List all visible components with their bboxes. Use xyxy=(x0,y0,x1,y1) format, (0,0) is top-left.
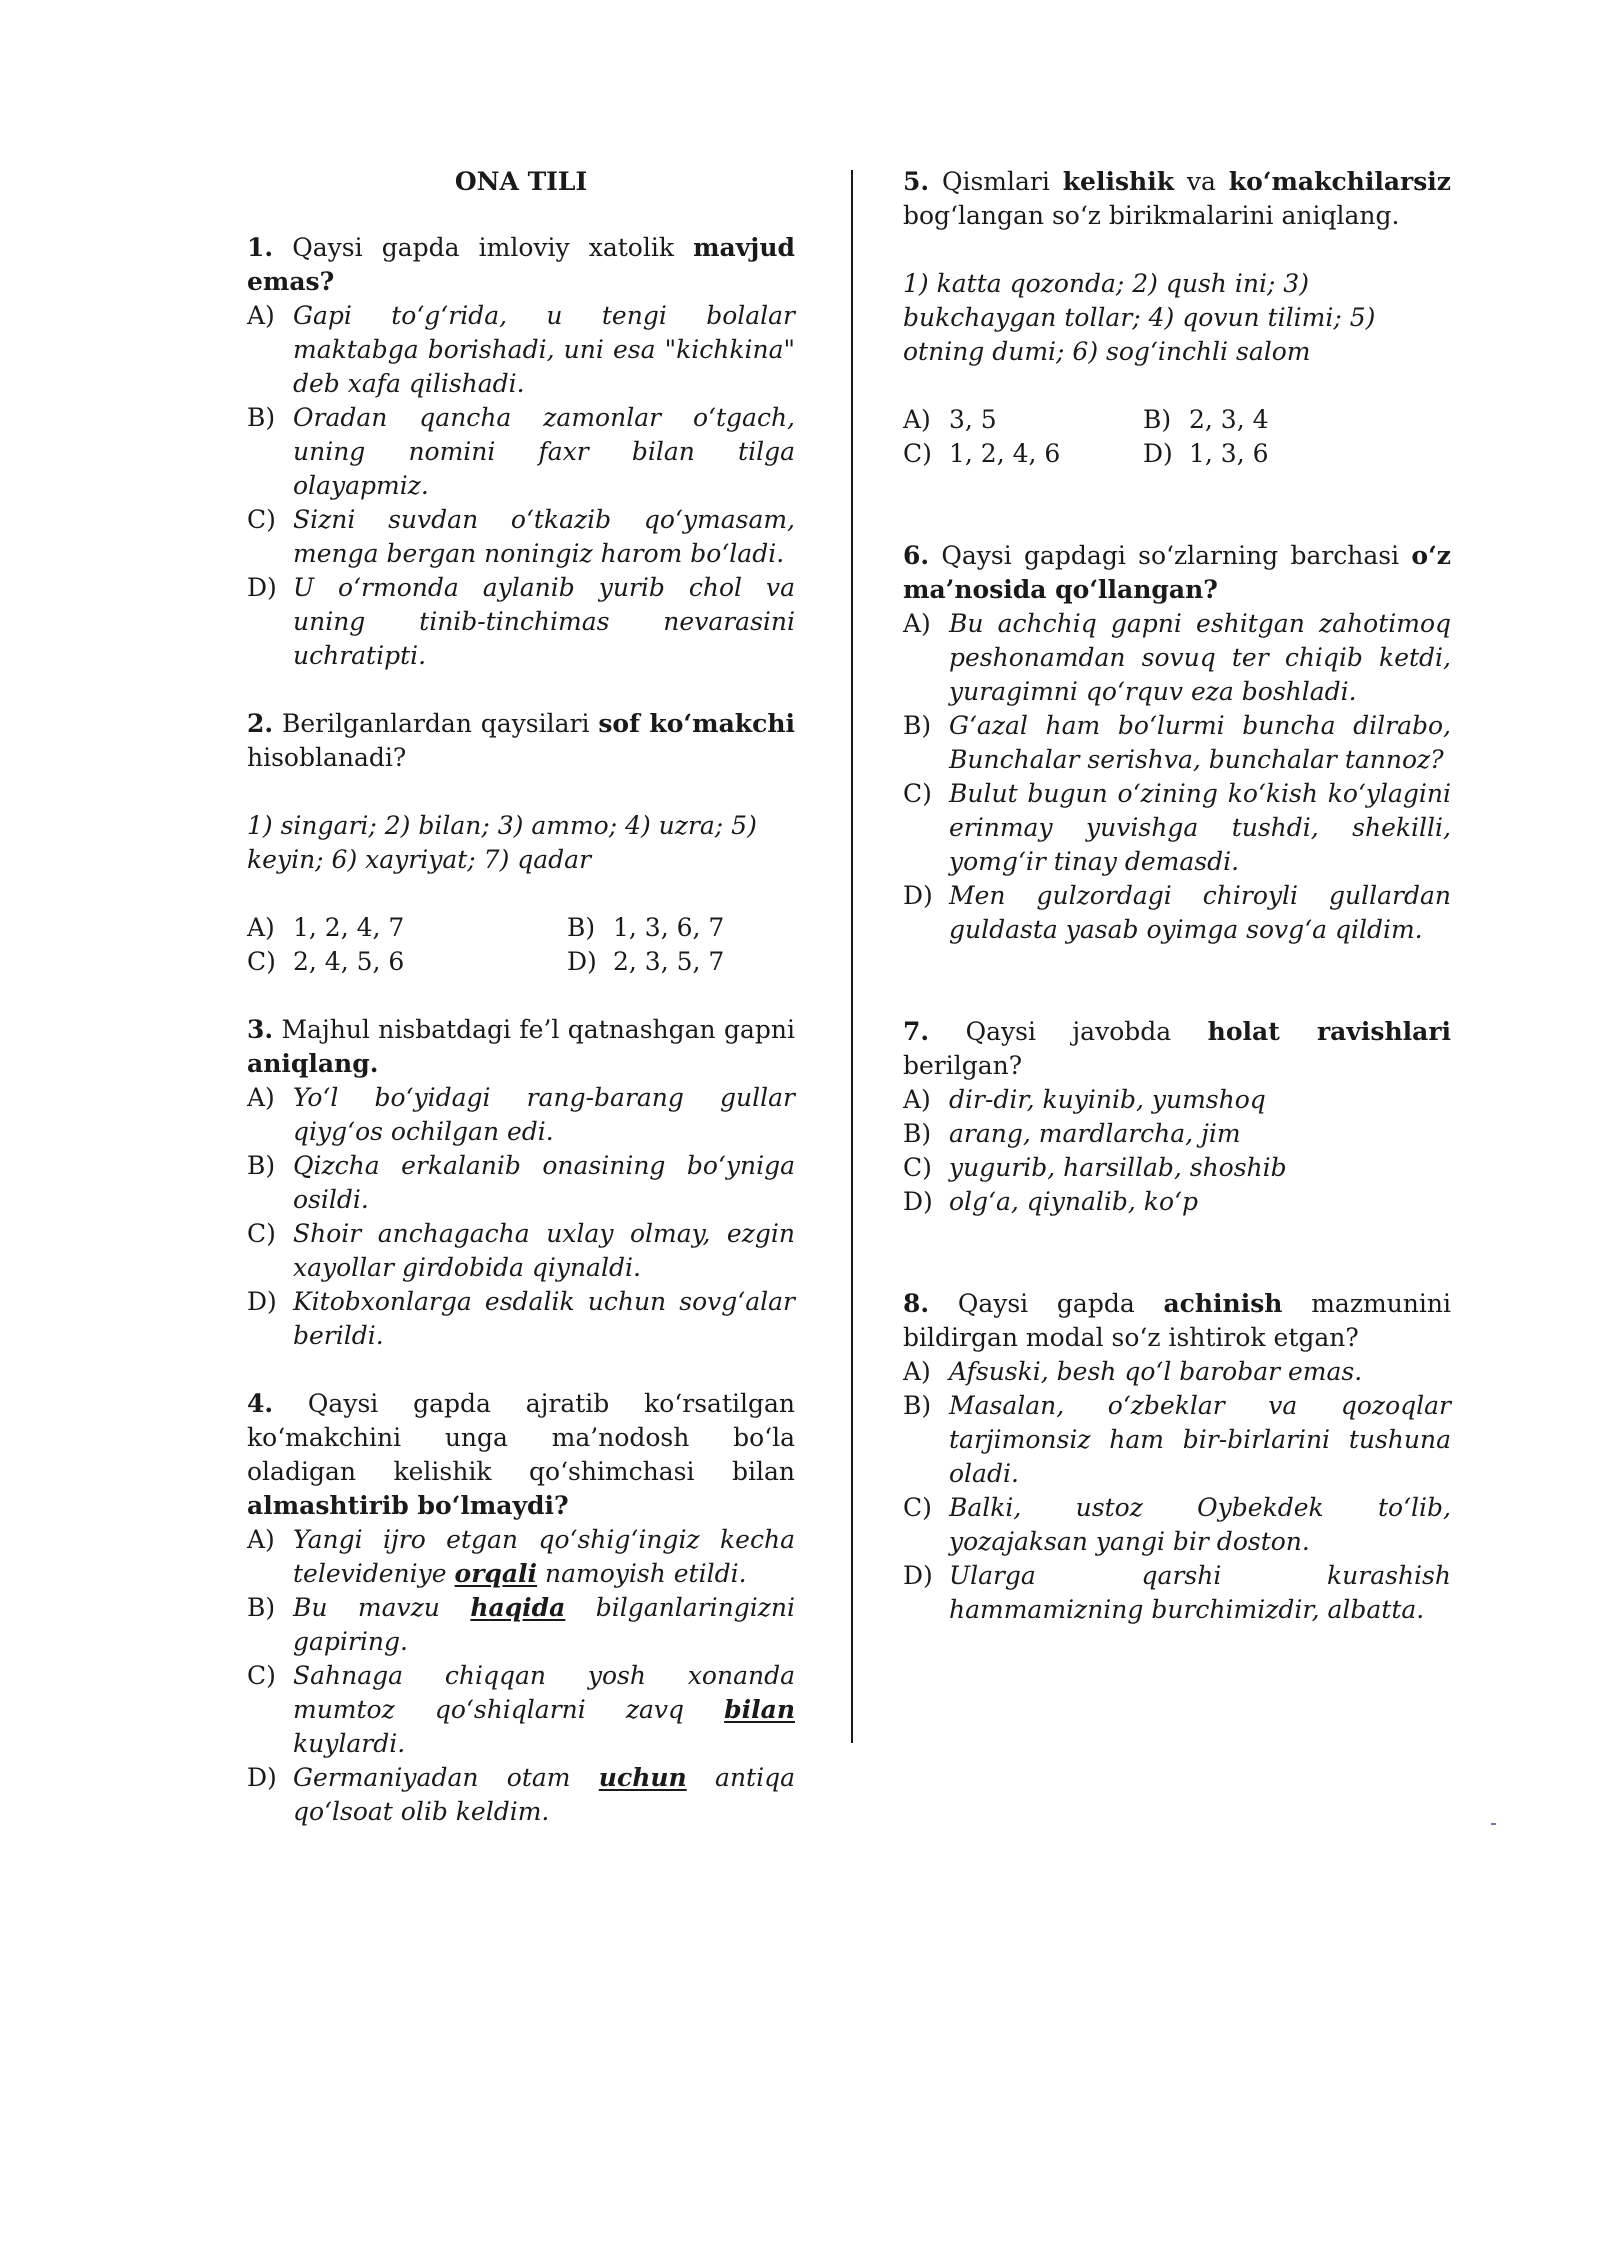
question-5-option-c[interactable]: C) 1, 2, 4, 6 xyxy=(903,439,1061,468)
question-5-option-d[interactable]: D) 1, 3, 6 xyxy=(1143,439,1269,468)
question-8 xyxy=(903,1287,1451,1627)
question-6-option-b[interactable]: B) G‘azal ham bo‘lurmi buncha dilrabo, Bunchalar serishva, bunchalar tannoz? xyxy=(903,711,1451,774)
question-7-option-c[interactable]: C) yugurib, harsillab, shoshib xyxy=(903,1153,1287,1182)
question-7-option-d[interactable]: D) olg‘a, qiynalib, ko‘p xyxy=(903,1187,1198,1216)
question-1-option-c[interactable]: C) Sizni suvdan o‘tkazib qo‘ymasam, menga bergan noningiz harom bo‘ladi. xyxy=(247,505,795,568)
question-6 xyxy=(903,539,1451,947)
question-4-option-d[interactable]: D) Germaniyadan otam uchun antiqa qo‘lsoat olib keldim. xyxy=(247,1763,795,1826)
question-4 xyxy=(247,1387,795,1829)
question-3-text: 3. Majhul nisbatdagi fe’l qatnashgan gapni aniqlang. xyxy=(247,1015,795,1078)
question-2-list: 1) singari; 2) bilan; 3) ammo; 4) uzra; 5) keyin; 6) xayriyat; 7) qadar xyxy=(247,811,757,874)
question-6-option-d[interactable]: D) Men gulzordagi chiroyli gullardan guldasta yasab oyimga sovg‘a qildim. xyxy=(903,881,1451,944)
underlined-word: uchun xyxy=(598,1763,687,1792)
question-2-option-b[interactable]: B) 1, 3, 6, 7 xyxy=(567,913,725,942)
question-1 xyxy=(247,231,795,673)
question-4-option-b[interactable]: B) Bu mavzu haqida bilganlaringizni gapiring. xyxy=(247,1593,795,1656)
question-4-option-a[interactable]: A) Yangi ijro etgan qo‘shig‘ingiz kecha televideniye orqali namoyish etildi. xyxy=(247,1525,795,1588)
underlined-word: orqali xyxy=(454,1559,538,1588)
question-6-option-a[interactable]: A) Bu achchiq gapni eshitgan zahotimoq peshonamdan sovuq ter chiqib ketdi, yuragimni qo‘rquv eza boshladi. xyxy=(903,609,1451,706)
question-2 xyxy=(247,707,795,979)
question-1-option-b[interactable]: B) Oradan qancha zamonlar o‘tgach, uning nomini faxr bilan tilga olayapmiz. xyxy=(247,403,795,500)
question-5 xyxy=(903,165,1451,471)
question-7 xyxy=(903,1015,1451,1219)
question-2-text: 2. Berilganlardan qaysilari sof ko‘makchi hisoblanadi? xyxy=(247,709,795,772)
question-8-option-b[interactable]: B) Masalan, o‘zbeklar va qozoqlar tarjimonsiz ham bir-birlarini tushuna oladi. xyxy=(903,1391,1451,1488)
question-3-option-c[interactable]: C) Shoir anchagacha uxlay olmay, ezgin xayollar girdobida qiynaldi. xyxy=(247,1219,795,1282)
question-1-text: 1. Qaysi gapda imloviy xatolik mavjud emas? xyxy=(247,233,795,296)
question-6-text: 6. Qaysi gapdagi so‘zlarning barchasi o‘z ma’nosida qo‘llangan? xyxy=(903,541,1451,604)
question-6-option-c[interactable]: C) Bulut bugun o‘zining ko‘kish ko‘ylagini erinmay yuvishga tushdi, shekilli, yomg‘ir tinay demasdi. xyxy=(903,779,1451,876)
question-5-text: 5. Qismlari kelishik va ko‘makchilarsiz bog‘langan so‘z birikmalarini aniqlang. xyxy=(903,167,1451,230)
question-2-option-c[interactable]: C) 2, 4, 5, 6 xyxy=(247,947,405,976)
question-5-options xyxy=(903,403,1451,471)
question-8-option-c[interactable]: C) Balki, ustoz Oybekdek to‘lib, yozajaksan yangi bir doston. xyxy=(903,1493,1451,1556)
question-1-option-a[interactable]: A) Gapi to‘g‘rida, u tengi bolalar maktabga borishadi, uni esa "kichkina" deb xafa qilishadi. xyxy=(247,301,795,398)
question-8-text: 8. Qaysi gapda achinish mazmunini bildirgan modal so‘z ishtirok etgan? xyxy=(903,1289,1451,1352)
question-5-option-b[interactable]: B) 2, 3, 4 xyxy=(1143,405,1269,434)
page-title: ONA TILI xyxy=(454,167,588,196)
question-1-option-d[interactable]: D) U o‘rmonda aylanib yurib chol va uning tinib-tinchimas nevarasini uchratipti. xyxy=(247,573,795,670)
question-8-option-d[interactable]: D) Ularga qarshi kurashish hammamizning burchimizdir, albatta. xyxy=(903,1561,1451,1624)
question-2-option-d[interactable]: D) 2, 3, 5, 7 xyxy=(567,947,725,976)
column-divider xyxy=(851,170,853,1743)
question-7-option-b[interactable]: B) arang, mardlarcha, jim xyxy=(903,1119,1241,1148)
question-3-option-b[interactable]: B) Qizcha erkalanib onasining bo‘yniga osildi. xyxy=(247,1151,795,1214)
question-7-text: 7. Qaysi javobda holat ravishlari berilgan? xyxy=(903,1017,1451,1080)
left-column xyxy=(247,165,795,1829)
question-5-list: 1) katta qozonda; 2) qush ini; 3) bukchaygan tollar; 4) qovun tilimi; 5) otning dumi; 6) sog‘inchli salom xyxy=(903,269,1376,366)
stray-mark xyxy=(1491,1823,1496,1825)
underlined-word: haqida xyxy=(470,1593,566,1622)
underlined-word: bilan xyxy=(724,1695,795,1724)
question-3 xyxy=(247,1013,795,1353)
question-5-option-a[interactable]: A) 3, 5 xyxy=(903,405,997,434)
right-column xyxy=(903,165,1451,1627)
question-7-option-a[interactable]: A) dir-dir, kuyinib, yumshoq xyxy=(903,1085,1266,1114)
question-3-option-d[interactable]: D) Kitobxonlarga esdalik uchun sovg‘alar berildi. xyxy=(247,1287,795,1350)
question-4-option-c[interactable]: C) Sahnaga chiqqan yosh xonanda mumtoz qo‘shiqlarni zavq bilan kuylardi. xyxy=(247,1661,795,1758)
question-3-option-a[interactable]: A) Yo‘l bo‘yidagi rang-barang gullar qiyg‘os ochilgan edi. xyxy=(247,1083,795,1146)
question-8-option-a[interactable]: A) Afsuski, besh qo‘l barobar emas. xyxy=(903,1357,1363,1386)
question-4-text: 4. Qaysi gapda ajratib ko‘rsatilgan ko‘makchini unga ma’nodosh bo‘la oladigan kelishik qo‘shimchasi bilan almashtirib bo‘lmaydi? xyxy=(247,1389,795,1520)
question-2-options xyxy=(247,911,795,979)
question-2-option-a[interactable]: A) 1, 2, 4, 7 xyxy=(247,913,405,942)
